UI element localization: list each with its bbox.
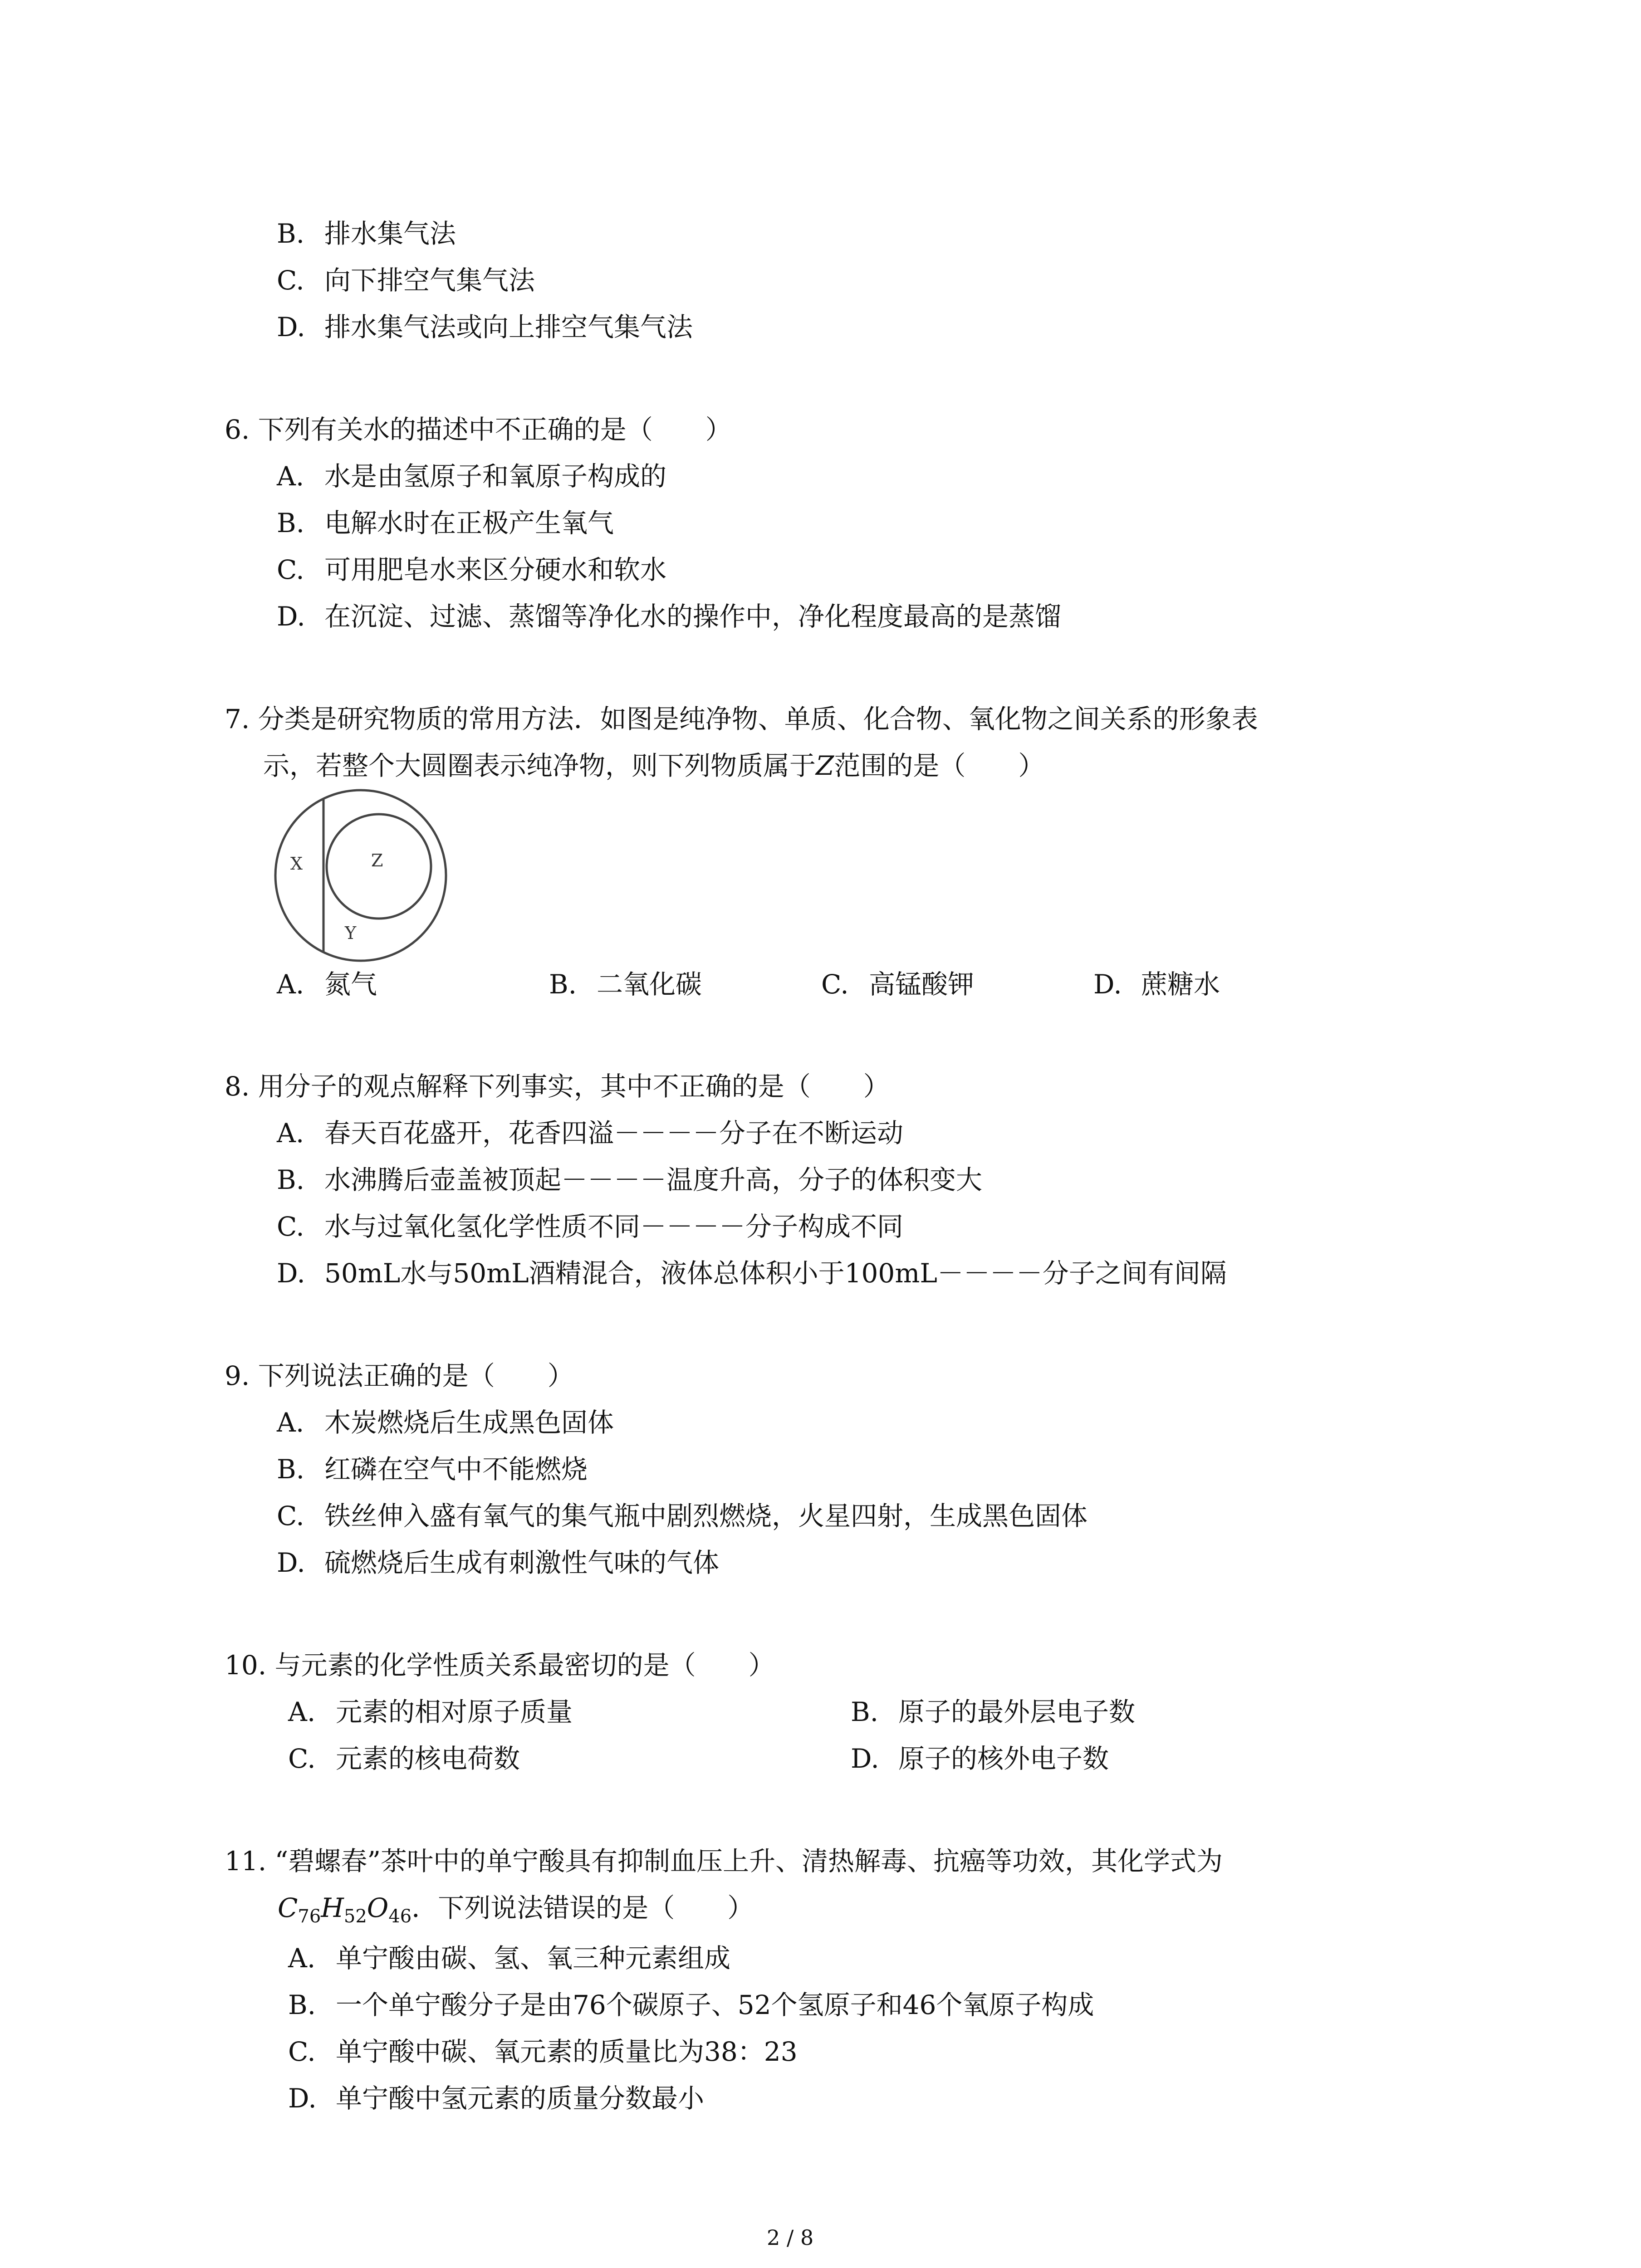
option-text: 排水集气法或向上排空气集气法 — [324, 312, 693, 342]
option-label: B. — [277, 1164, 305, 1195]
option-label: B. — [549, 969, 577, 1000]
q11-option-c — [288, 2036, 798, 2068]
q7-stem-var: Z — [816, 750, 834, 781]
option-text: 一个单宁酸分子是由76个碳原子、52个氢原子和46个氧原子构成 — [336, 1989, 1094, 2020]
q5-option-d — [277, 311, 693, 343]
option-text: 排水集气法 — [324, 218, 456, 249]
option-text: 硫燃烧后生成有刺激性气味的气体 — [324, 1547, 720, 1578]
q7-option-b — [549, 968, 702, 1000]
option-label: D. — [277, 601, 305, 632]
q11-option-b — [288, 1989, 1094, 2021]
option-text: 氮气 — [324, 969, 377, 1000]
outer-circle — [275, 790, 446, 961]
option-text: 在沉淀、过滤、蒸馏等净化水的操作中，净化程度最高的是蒸馏 — [324, 601, 1062, 632]
option-text: 水与过氧化氢化学性质不同－－－－分子构成不同 — [324, 1211, 904, 1242]
q10-option-a — [288, 1696, 573, 1728]
option-label: D. — [277, 312, 305, 342]
label-y: Y — [345, 923, 357, 943]
q7-stem-line2 — [263, 750, 1044, 782]
option-label: D. — [1093, 969, 1122, 1000]
label-x: X — [290, 854, 303, 874]
q9-option-d — [277, 1547, 719, 1579]
formula-h-sub: 52 — [343, 1906, 367, 1927]
option-label: B. — [851, 1696, 879, 1727]
q11-stem-line1: 11. “碧螺春”茶叶中的单宁酸具有抑制血压上升、清热解毒、抗癌等功效，其化学式为 — [225, 1846, 1223, 1877]
q6-option-c — [277, 554, 666, 586]
option-label: C. — [288, 2036, 316, 2067]
formula-c-sub: 76 — [298, 1906, 321, 1927]
formula-h: H — [321, 1892, 344, 1923]
formula-o: O — [367, 1892, 389, 1923]
option-label: C. — [821, 969, 849, 1000]
q8-option-b — [277, 1164, 982, 1196]
q5-option-c — [277, 264, 535, 296]
option-text: 电解水时在正极产生氧气 — [324, 508, 614, 538]
q11-option-d — [288, 2082, 704, 2114]
option-text: 向下排空气集气法 — [324, 265, 535, 296]
q6-option-d — [277, 601, 1061, 632]
option-text: 原子的最外层电子数 — [898, 1696, 1136, 1727]
option-text: 春天百花盛开，花香四溢－－－－分子在不断运动 — [324, 1118, 904, 1149]
option-label: A. — [277, 969, 304, 1000]
q11-stem-line2 — [278, 1892, 754, 1932]
q8-option-a — [277, 1117, 903, 1149]
option-text: 原子的核外电子数 — [898, 1743, 1109, 1774]
option-text: 高锰酸钾 — [869, 969, 975, 1000]
q9-stem: 9. 下列说法正确的是（ ） — [225, 1360, 574, 1391]
formula-o-sub: 46 — [388, 1906, 412, 1927]
option-label: A. — [277, 461, 304, 492]
q10-option-d — [851, 1743, 1109, 1774]
page-number: 2 / 8 — [767, 2225, 814, 2250]
q6-stem: 6. 下列有关水的描述中不正确的是（ ） — [225, 414, 732, 445]
option-text: 单宁酸由碳、氢、氧三种元素组成 — [336, 1943, 731, 1974]
option-label: A. — [288, 1943, 316, 1974]
option-text: 铁丝伸入盛有氧气的集气瓶中剧烈燃烧，火星四射，生成黑色固体 — [324, 1501, 1088, 1531]
option-label: D. — [277, 1547, 305, 1578]
option-text: 50mL水与50mL酒精混合，液体总体积小于100mL－－－－分子之间有间隔 — [324, 1258, 1227, 1289]
q8-option-d — [277, 1257, 1227, 1289]
option-label: C. — [288, 1743, 316, 1774]
option-label: A. — [277, 1407, 304, 1438]
option-text: 可用肥皂水来区分硬水和软水 — [324, 554, 667, 585]
q9-option-c — [277, 1500, 1087, 1532]
option-label: B. — [288, 1989, 316, 2020]
option-text: 单宁酸中碳、氧元素的质量比为38：23 — [336, 2036, 798, 2067]
q5-option-b — [277, 218, 456, 249]
q8-stem: 8. 用分子的观点解释下列事实，其中不正确的是（ ） — [225, 1071, 890, 1102]
option-label: B. — [277, 218, 305, 249]
option-text: 蔗糖水 — [1141, 969, 1220, 1000]
q7-stem-pre: 示，若整个大圆圈表示纯净物，则下列物质属于 — [263, 750, 816, 781]
venn-diagram — [268, 787, 454, 964]
option-text: 单宁酸中氢元素的质量分数最小 — [336, 2083, 705, 2114]
option-label: C. — [277, 554, 304, 585]
q7-option-a — [277, 968, 377, 1000]
option-text: 二氧化碳 — [597, 969, 702, 1000]
q11-option-a — [288, 1942, 730, 1974]
option-label: B. — [277, 1454, 305, 1485]
q10-stem: 10. 与元素的化学性质关系最密切的是（ ） — [225, 1650, 775, 1681]
chemical-formula — [278, 1892, 412, 1927]
option-label: C. — [277, 265, 304, 296]
option-label: A. — [277, 1118, 304, 1149]
q10-option-c — [288, 1743, 520, 1774]
option-label: C. — [277, 1501, 304, 1531]
option-text: 元素的相对原子质量 — [336, 1696, 573, 1727]
option-label: C. — [277, 1211, 304, 1242]
q6-option-a — [277, 460, 666, 492]
option-text: 水沸腾后壶盖被顶起－－－－温度升高，分子的体积变大 — [324, 1164, 983, 1195]
q7-option-d — [1093, 968, 1220, 1000]
q11-stem-post: ．下列说法错误的是（ ） — [411, 1892, 754, 1923]
q7-stem-post: 范围的是（ ） — [834, 750, 1045, 781]
option-text: 水是由氢原子和氧原子构成的 — [324, 461, 667, 492]
option-label: D. — [851, 1743, 879, 1774]
q10-option-b — [851, 1696, 1135, 1728]
option-text: 红磷在空气中不能燃烧 — [324, 1454, 588, 1485]
q6-option-b — [277, 507, 614, 539]
label-z: Z — [371, 850, 383, 870]
q9-option-b — [277, 1453, 588, 1485]
option-label: B. — [277, 508, 305, 538]
q7-stem-line1: 7. 分类是研究物质的常用方法．如图是纯净物、单质、化合物、氧化物之间关系的形象表 — [225, 704, 1258, 734]
option-label: D. — [277, 1258, 305, 1289]
option-text: 木炭燃烧后生成黑色固体 — [324, 1407, 614, 1438]
option-label: A. — [288, 1696, 316, 1727]
option-label: D. — [288, 2083, 317, 2114]
q7-option-c — [821, 968, 974, 1000]
q9-option-a — [277, 1407, 614, 1438]
q8-option-c — [277, 1211, 903, 1242]
formula-c: C — [278, 1892, 298, 1923]
option-text: 元素的核电荷数 — [336, 1743, 520, 1774]
